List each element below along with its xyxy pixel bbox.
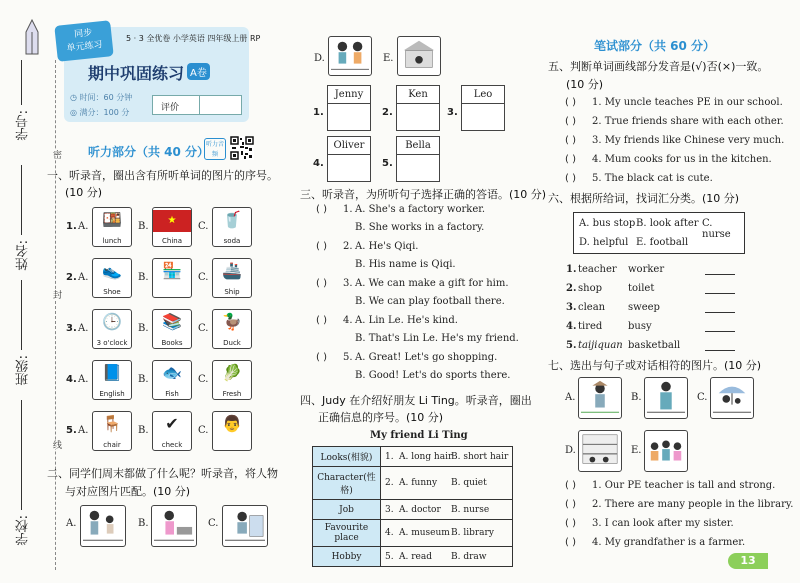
q5-sentence: 4. Mum cooks for us in the kitchen. [592, 154, 772, 165]
q3-answer-paren[interactable]: ( ) [316, 278, 327, 289]
q1-option-picture[interactable] [152, 207, 192, 247]
q4-row-key: Job [313, 500, 381, 520]
teacher-icon: 👨 [222, 414, 242, 433]
q1-option-letter: B. [138, 272, 149, 283]
q1-option-picture[interactable] [92, 309, 132, 349]
q6-option-d: D. helpful [579, 237, 629, 248]
q3-option-b: B. That's Lin Le. He's my friend. [355, 333, 519, 344]
q1-option-letter: B. [138, 221, 149, 232]
q1-picture-caption: Books [161, 339, 183, 347]
q1-option-picture[interactable] [212, 258, 252, 298]
q2-pic-label-b: B. [138, 518, 149, 529]
book-line: 5 · 3 全优卷 小学英语 四年级上册 RP [126, 34, 261, 43]
writing-section-title: 笔试部分（共 60 分） [594, 39, 716, 53]
q2-name-label: Ken [397, 86, 439, 104]
q3-answer-paren[interactable]: ( ) [316, 315, 327, 326]
class-blank[interactable] [21, 280, 22, 350]
q4-row-number: 1. [385, 451, 394, 462]
q4-row-number: 5. [385, 551, 394, 562]
q6-word-2: toilet [628, 283, 655, 294]
q4-row-options[interactable] [381, 547, 513, 567]
q7-sentence: 1. Our PE teacher is tall and strong. [592, 480, 776, 491]
q4-row-key: Hobby [313, 547, 381, 567]
q4-table-row [313, 500, 513, 520]
cooking-icon [152, 506, 196, 546]
q7-sentence: 4. My grandfather is a farmer. [592, 537, 746, 548]
soda-can-icon: 🥤 [222, 210, 242, 229]
q3-number: 4. [343, 315, 353, 326]
q4-row-key: Looks(相貌) [313, 447, 381, 467]
q1-points: (10 分) [65, 186, 103, 199]
q7-sentence: 3. I can look after my sister. [592, 518, 734, 529]
q6-option-a: A. bus stop [579, 218, 636, 229]
q5-sentence: 1. My uncle teaches PE in our school. [592, 97, 783, 108]
q1-option-letter: A. [78, 272, 89, 283]
school-label: 学校: [16, 515, 31, 546]
q7-pic-b[interactable] [644, 377, 688, 419]
museum-visit-icon [398, 37, 440, 75]
q6-word-1: teacher [578, 264, 617, 275]
q6-number: 2. [566, 283, 577, 294]
q4-option-b: B. nurse [451, 504, 490, 515]
q2-name-number: 4. [313, 158, 324, 169]
q6-option-b: B. look after [636, 218, 699, 229]
q1-option-letter: B. [138, 374, 149, 385]
q6-option-c: C. nurse [702, 218, 731, 240]
q2-pic-b[interactable] [151, 505, 197, 547]
q1-picture-caption: lunch [102, 237, 122, 245]
fish-sign-icon: 🐟 [162, 363, 182, 382]
qr-code-icon[interactable] [230, 136, 254, 160]
q5-answer-paren[interactable]: ( ) [565, 135, 576, 146]
q5-answer-paren[interactable]: ( ) [565, 154, 576, 165]
q1-picture-caption: Shoe [103, 288, 121, 296]
q2-name-box[interactable] [396, 136, 440, 182]
q6-answer-blank[interactable] [705, 331, 735, 332]
q5-points: (10 分) [566, 78, 604, 91]
pe-teacher-icon [645, 378, 687, 418]
q6-number: 4. [566, 321, 577, 332]
q3-option-a: A. Lin Le. He's kind. [355, 315, 458, 326]
shoe-icon: 👟 [102, 261, 122, 280]
q5-sentence: 3. My friends like Chinese very much. [592, 135, 785, 146]
q4-option-b: B. short hair [451, 451, 509, 462]
q2-title: 二、同学们周末都做了什么呢？听录音，将人物 [47, 467, 278, 480]
seal-mark-1: 密 [51, 150, 61, 159]
q4-option-b: B. library [451, 528, 494, 538]
reading-icon [223, 506, 267, 546]
q4-option-a: A. doctor [399, 504, 441, 515]
q5-sentence: 5. The black cat is cute. [592, 173, 713, 184]
q4-row-number: 4. [385, 528, 394, 538]
q1-option-picture[interactable] [212, 411, 252, 451]
q4-row-options[interactable] [381, 520, 513, 547]
class-label: 班级: [16, 355, 31, 386]
q4-option-a: A. read [399, 551, 432, 562]
q3-answer-paren[interactable]: ( ) [316, 204, 327, 215]
q3-option-b: B. She works in a factory. [355, 222, 485, 233]
q6-title: 六、根据所给词，找词汇分类。(10 分) [548, 192, 740, 205]
q1-picture-caption: check [161, 441, 183, 449]
q5-answer-paren[interactable]: ( ) [565, 97, 576, 108]
duck-icon: 🦆 [222, 312, 242, 331]
q2-name-box[interactable] [327, 85, 371, 131]
q4-title: 四、Judy 在介绍好朋友 Li Ting。听录音，圈出 [300, 394, 532, 407]
q1-option-letter: A. [78, 323, 89, 334]
q6-word-1: taijiquan [578, 340, 623, 351]
q3-option-a: A. He's Qiqi. [355, 241, 419, 252]
q6-number: 5. [566, 340, 577, 351]
q2-name-label: Bella [397, 137, 439, 155]
q6-word-2: sweep [628, 302, 660, 313]
q7-title: 七、选出与句子或对话相符的图片。(10 分) [548, 359, 762, 372]
q2-name-number: 2. [382, 107, 393, 118]
q7-answer-paren[interactable]: ( ) [565, 499, 576, 510]
q1-option-picture[interactable] [212, 207, 252, 247]
q5-sentence: 2. True friends share with each other. [592, 116, 784, 127]
q1-option-letter: A. [78, 221, 89, 232]
page-number: 13 [728, 553, 768, 569]
q7-pic-label-d: D. [565, 445, 576, 456]
q4-row-options[interactable] [381, 467, 513, 500]
q7-pic-label-e: E. [631, 445, 642, 456]
q1-picture-caption: English [99, 390, 125, 398]
q1-option-picture[interactable] [212, 309, 252, 349]
q4-option-a: A. museum [399, 528, 450, 538]
q7-pic-e[interactable] [644, 430, 688, 472]
q1-option-picture[interactable] [92, 360, 132, 400]
q3-number: 3. [343, 278, 353, 289]
q6-option-box [573, 212, 745, 254]
q1-option-picture[interactable] [152, 258, 192, 298]
q4-title-2: 正确信息的序号。(10 分) [318, 411, 444, 424]
q6-answer-blank[interactable] [705, 274, 735, 275]
q4-table-row [313, 467, 513, 500]
clock-icon: 🕒 [102, 312, 122, 331]
english-book-icon: 📘 [102, 363, 122, 382]
q3-option-b: B. We can play football there. [355, 296, 505, 307]
q4-table-title: My friend Li Ting [370, 430, 468, 441]
q4-row-options[interactable] [381, 447, 513, 467]
title-tag: A卷 [187, 63, 210, 80]
q7-answer-paren[interactable]: ( ) [565, 537, 576, 548]
q7-sentence: 2. There are many people in the library. [592, 499, 794, 510]
q1-option-picture[interactable] [152, 360, 192, 400]
q6-word-2: basketball [628, 340, 681, 351]
q3-number: 2. [343, 241, 353, 252]
q6-answer-blank[interactable] [705, 312, 735, 313]
q1-picture-caption: chair [103, 441, 121, 449]
q1-picture-caption: Duck [223, 339, 241, 347]
q1-option-letter: C. [198, 425, 209, 436]
page-title: 期中巩固练习 [88, 64, 185, 83]
score-text: 满分：100 分 [79, 108, 130, 117]
q2-pic-label-e: E. [383, 53, 394, 64]
q1-option-letter: B. [138, 425, 149, 436]
brand-badge-line1: 同步 [73, 28, 93, 40]
q1-picture-caption: Fresh [222, 390, 242, 398]
q2-pic-a[interactable] [80, 505, 126, 547]
check-icon: ✔ [165, 414, 179, 433]
books-icon: 📚 [162, 312, 182, 331]
q1-option-letter: C. [198, 221, 209, 232]
pencil-icon [22, 18, 42, 58]
q2-pic-e[interactable] [397, 36, 441, 76]
q4-table-row [313, 547, 513, 567]
q3-answer-paren[interactable]: ( ) [316, 241, 327, 252]
q1-item-number: 5. [66, 425, 77, 436]
q1-option-letter: A. [78, 425, 89, 436]
clock-small-icon: ◷ [70, 93, 80, 102]
q5-title: 五、判断单词画线部分发音是(√)否(×)一致。 [548, 60, 769, 73]
q4-row-number: 3. [385, 504, 394, 515]
q2-name-box[interactable] [461, 85, 505, 131]
farmer-icon [579, 378, 621, 418]
q3-option-b: B. His name is Qiqi. [355, 259, 456, 270]
q6-number: 3. [566, 302, 577, 313]
seal-line [55, 60, 56, 570]
q1-option-letter: C. [198, 323, 209, 334]
q4-row-options[interactable] [381, 500, 513, 520]
time-text: 时间：60 分钟 [79, 93, 133, 102]
q4-table-row [313, 447, 513, 467]
q2-name-box[interactable] [327, 136, 371, 182]
sisters-umbrella-icon [711, 378, 753, 418]
q7-pic-label-a: A. [565, 392, 576, 403]
brand-badge [54, 20, 113, 62]
q1-title: 一、听录音，圈出含有所听单词的图片的序号。 [47, 169, 278, 182]
q1-item-number: 1. [66, 221, 77, 232]
q2-name-number: 3. [447, 107, 458, 118]
header-card [64, 27, 261, 122]
time-info [70, 92, 132, 103]
q1-option-letter: C. [198, 374, 209, 385]
q1-picture-caption: 3 o'clock [96, 339, 128, 347]
q2-pic-label-c: C. [208, 518, 219, 529]
listening-section-title: 听力部分（共 40 分） [88, 145, 210, 159]
q7-answer-paren[interactable]: ( ) [565, 518, 576, 529]
q3-title: 三、听录音，为所听句子选择正确的答语。(10 分) [300, 188, 547, 201]
q2-name-box[interactable] [396, 85, 440, 131]
fresh-label-icon: 🥬 [222, 363, 242, 382]
q6-word-2: worker [628, 264, 665, 275]
q1-picture-caption: China [162, 237, 182, 245]
q6-answer-blank[interactable] [705, 293, 735, 294]
q1-option-letter: B. [138, 323, 149, 334]
q7-pic-c[interactable] [710, 377, 754, 419]
q7-answer-paren[interactable]: ( ) [565, 480, 576, 491]
q6-word-1: clean [578, 302, 606, 313]
q1-option-picture[interactable] [92, 207, 132, 247]
q1-item-number: 2. [66, 272, 77, 283]
q4-option-a: A. funny [399, 478, 438, 488]
q3-number: 1. [343, 204, 353, 215]
kids-playing-icon [329, 37, 371, 75]
q2-pic-c[interactable] [222, 505, 268, 547]
family-walk-icon [81, 506, 125, 546]
q1-option-picture[interactable] [92, 411, 132, 451]
q2-name-label: Oliver [328, 137, 370, 155]
q7-pic-label-b: B. [631, 392, 642, 403]
grade-label: 评价 [161, 103, 180, 113]
q4-table-wrap [312, 446, 513, 567]
grade-box[interactable] [152, 95, 242, 115]
q7-pic-d[interactable] [578, 430, 622, 472]
q2-pic-label-d: D. [314, 53, 325, 64]
q2-name-label: Leo [462, 86, 504, 104]
q4-row-key: Character(性格) [313, 467, 381, 500]
seal-mark-3: 线 [51, 440, 61, 449]
q6-word-1: shop [578, 283, 602, 294]
q3-answer-paren[interactable]: ( ) [316, 352, 327, 363]
q3-option-a: A. We can make a gift for him. [355, 278, 509, 289]
school-blank[interactable] [21, 400, 22, 510]
q6-answer-blank[interactable] [705, 350, 735, 351]
brand-badge-line2: 单元练习 [66, 40, 104, 54]
q1-option-picture[interactable] [152, 411, 192, 451]
chair-icon: 🪑 [102, 414, 122, 433]
q4-option-b: B. quiet [451, 478, 487, 488]
name-blank[interactable] [21, 165, 22, 235]
seal-mark-2: 封 [51, 290, 61, 299]
q4-row-key: Favourite place [313, 520, 381, 547]
q1-option-picture[interactable] [152, 309, 192, 349]
q4-option-a: A. long hair [399, 451, 453, 462]
q2-name-label: Jenny [328, 86, 370, 104]
student-number-label: 学号: [16, 110, 31, 141]
q1-picture-caption: soda [223, 237, 241, 245]
q3-number: 5. [343, 352, 353, 363]
q6-number: 1. [566, 264, 577, 275]
q1-picture-caption: Ship [224, 288, 240, 296]
q6-word-1: tired [578, 321, 603, 332]
q7-pic-a[interactable] [578, 377, 622, 419]
q1-option-letter: A. [78, 374, 89, 385]
score-info [70, 107, 129, 118]
shop-icon: 🏪 [162, 261, 182, 280]
ship-icon: 🚢 [222, 261, 242, 280]
q2-name-number: 1. [313, 107, 324, 118]
q2-name-number: 5. [382, 158, 393, 169]
q2-pic-label-a: A. [66, 518, 77, 529]
q4-table [312, 446, 513, 567]
q3-option-a: A. Great! Let's go shopping. [355, 352, 498, 363]
q4-option-b: B. draw [451, 551, 487, 562]
q3-option-a: A. She's a factory worker. [355, 204, 486, 215]
q7-pic-label-c: C. [697, 392, 708, 403]
china-flag-icon: ★ [153, 210, 191, 232]
q1-option-letter: C. [198, 272, 209, 283]
library-icon [579, 431, 621, 471]
q6-option-e: E. football [636, 237, 689, 248]
q4-row-number: 2. [385, 478, 394, 488]
q2-pic-d[interactable] [328, 36, 372, 76]
lunch-box-icon: 🍱 [102, 210, 122, 229]
grade-divider [199, 96, 200, 114]
q5-answer-paren[interactable]: ( ) [565, 116, 576, 127]
q6-word-2: busy [628, 321, 652, 332]
q3-option-b: B. Good! Let's do sports there. [355, 370, 511, 381]
crowd-icon [645, 431, 687, 471]
q1-option-picture[interactable] [212, 360, 252, 400]
q2-title-2: 与对应图片匹配。(10 分) [65, 485, 191, 498]
star-small-icon: ◎ [70, 108, 80, 117]
q1-option-picture[interactable] [92, 258, 132, 298]
q5-answer-paren[interactable]: ( ) [565, 173, 576, 184]
audio-label: 听力音频 [204, 138, 226, 160]
q1-item-number: 4. [66, 374, 77, 385]
q4-table-row [313, 520, 513, 547]
q1-item-number: 3. [66, 323, 77, 334]
q1-picture-caption: Fish [165, 390, 179, 398]
student-number-blank[interactable] [21, 60, 22, 105]
name-label: 姓名: [16, 240, 31, 271]
